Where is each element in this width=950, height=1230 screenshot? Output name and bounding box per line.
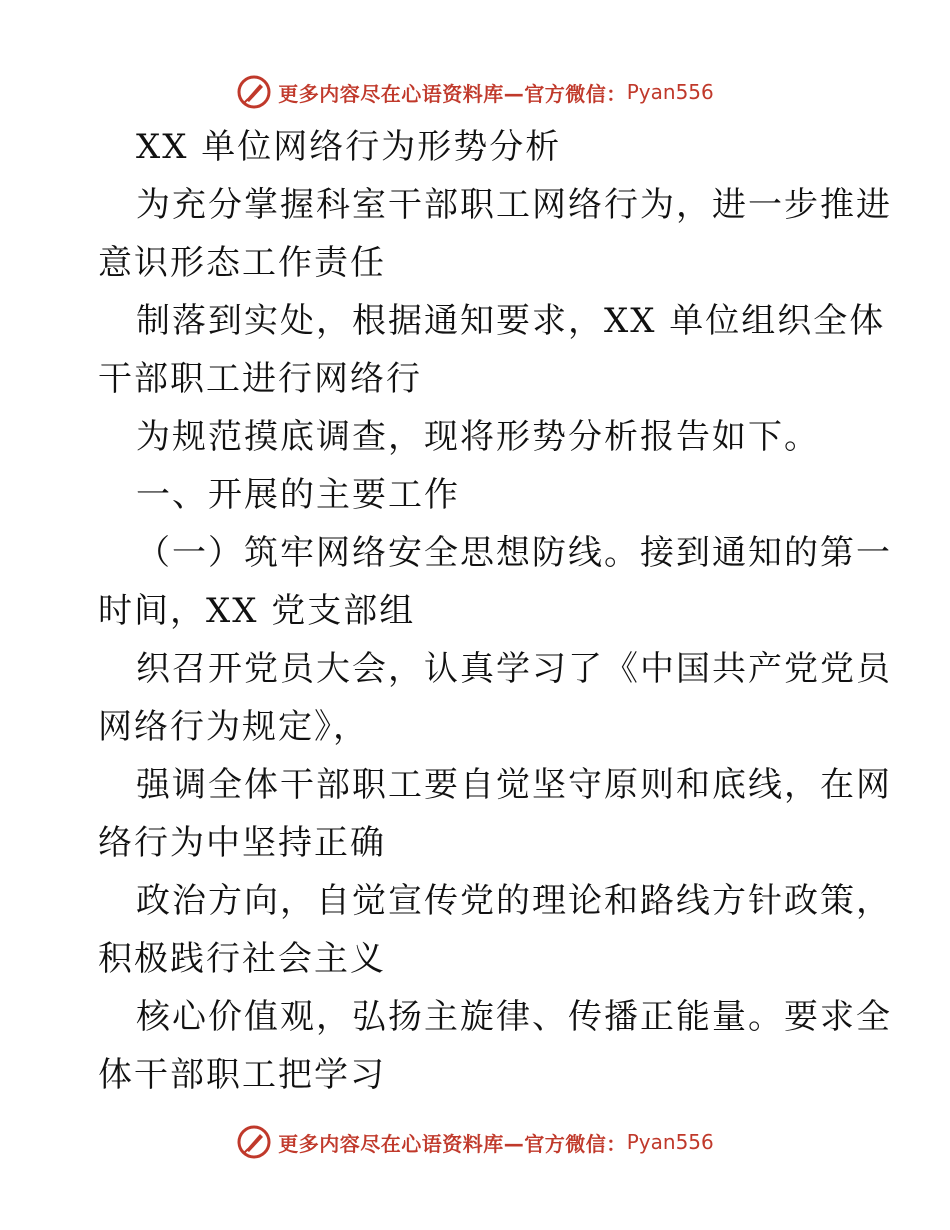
header-watermark — [0, 72, 950, 112]
paragraph-line: （一）筑牢网络安全思想防线。接到通知的第一 — [136, 533, 892, 573]
watermark-text: 更多内容尽在心语资料库—官方微信： — [278, 81, 627, 106]
paragraph-line: 强调全体干部职工要自觉坚守原则和底线，在网 — [136, 765, 892, 805]
paragraph-line: 核心价值观，弘扬主旋律、传播正能量。要求全 — [136, 997, 892, 1037]
watermark-text: 更多内容尽在心语资料库—官方微信： — [278, 1131, 627, 1156]
footer-watermark — [0, 1122, 950, 1162]
document-title: XX 单位网络行为形势分析 — [136, 127, 562, 167]
feather-pen-logo-icon — [236, 1124, 272, 1160]
paragraph-line: 络行为中坚持正确 — [98, 823, 386, 863]
paragraph-line: 意识形态工作责任 — [98, 243, 386, 283]
paragraph-line: 为充分掌握科室干部职工网络行为，进一步推进 — [136, 185, 892, 225]
watermark-wechat-id: Pyan556 — [626, 1130, 714, 1154]
feather-pen-logo-icon — [236, 74, 272, 110]
section-heading: 一、开展的主要工作 — [136, 475, 460, 515]
watermark-wechat-id: Pyan556 — [626, 80, 714, 104]
paragraph-line: 体干部职工把学习 — [98, 1055, 386, 1095]
paragraph-line: 织召开党员大会，认真学习了《中国共产党党员 — [136, 649, 892, 689]
paragraph-line: 干部职工进行网络行 — [98, 359, 422, 399]
paragraph-line: 时间，XX 党支部组 — [98, 591, 416, 631]
paragraph-line: 制落到实处，根据通知要求，XX 单位组织全体 — [136, 301, 886, 341]
paragraph-line: 为规范摸底调查，现将形势分析报告如下。 — [136, 417, 820, 457]
paragraph-line: 政治方向，自觉宣传党的理论和路线方针政策， — [136, 881, 892, 921]
document-body — [98, 118, 892, 1104]
paragraph-line: 网络行为规定》， — [98, 707, 369, 747]
paragraph-line: 积极践行社会主义 — [98, 939, 386, 979]
